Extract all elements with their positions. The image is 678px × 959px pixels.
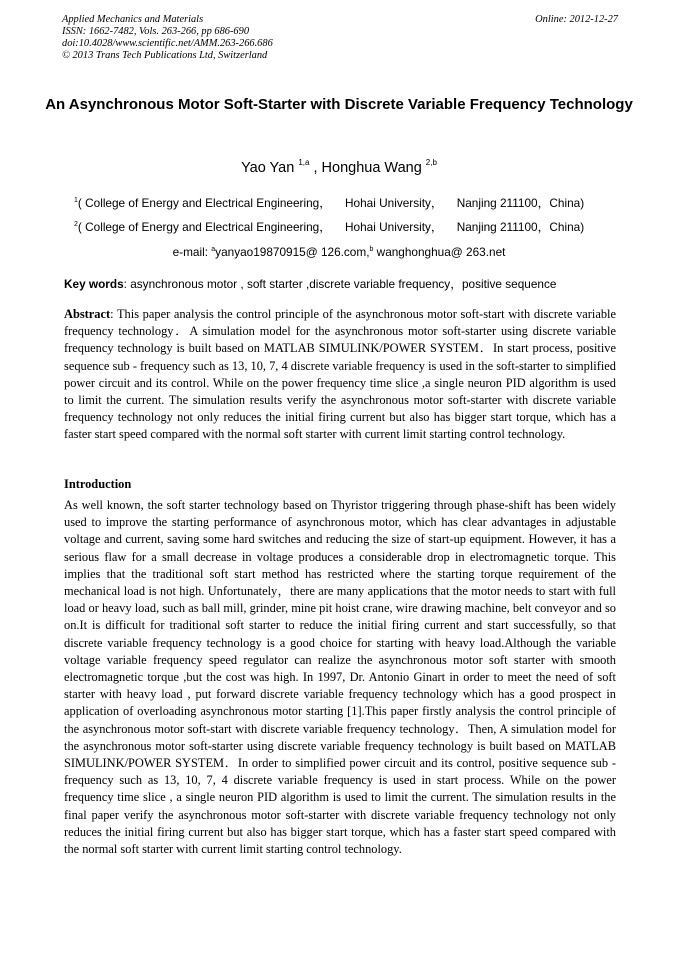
affiliation-department: ( College of Energy and Electrical Engineering， (77, 196, 332, 210)
author-separator: , (309, 160, 322, 176)
abstract-label: Abstract (64, 307, 111, 321)
affiliation-department: ( College of Energy and Electrical Engineering， (77, 220, 332, 234)
journal-copyright: © 2013 Trans Tech Publications Ltd, Switzerland (62, 50, 268, 61)
affiliation-line (74, 219, 584, 235)
paper-title: An Asynchronous Motor Soft-Starter with Discrete Variable Frequency Technology (45, 96, 633, 113)
abstract-text: : This paper analysis the control principle of the asynchronous motor soft-start with discrete variable frequency technology．A simulation model for the asynchronous motor soft-starter using discrete variable frequency technology is built based on MATLAB SIMULINK/POWER SYSTEM．In start process, positive sequence sub - frequency such as 13, 10, 7, 4 discrete variable frequency is used in the soft-starter to simplified power circuit and its control. While on the power frequency time slice ,a single neuron PID algorithm is used to limit the current. The simulation results verify the asynchronous motor soft-starter with discrete variable frequency technology not only reduces the initial firing current but also has bigger start torque, which has a faster start speed compared with the normal soft starter with current limit starting control technology. (64, 307, 616, 442)
author-name: Yao Yan (241, 160, 295, 176)
email-address: yanyao19870915@ 126.com, (215, 245, 370, 259)
affiliation-marker: 2 (74, 221, 78, 228)
introduction-paragraph: As well known, the soft starter technology based on Thyristor triggering through phase-shift has been widely used to improve the starting performance of asynchronous motor, which has clear advantages in adjustable voltage and current, saving some hard switches and reducing the size of start-up equipment. However, it has a serious flaw for a small decrease in voltage produces a considerable drop in electromagnetic torque. This implies that the traditional soft start method has restricted where the starting torque requirement of the mechanical load is not high. Unfortunately，there are many applications that the motor needs to start with full load or heavy load, such as ball mill, grinder, mine pit hoist crane, wire drawing machine, belt conveyor and so on.It is difficult for traditional soft starter to reduce the initial firing current and start successfully, so that discrete variable frequency technology is a good choice for starting with heavy load.Although the variable voltage variable frequency speed regulator can realize the asynchronous motor soft starter with smooth electromagnetic torque ,but the cost was high. In 1997, Dr. Antonio Ginart in order to meet the need of soft starter with heavy load , put forward discrete variable frequency technology which has a good prospect in application of overloading asynchronous motor starting [1].This paper firstly analysis the control principle of the asynchronous motor soft-start with discrete variable frequency technology．Then, A simulation model for the asynchronous motor soft-starter using discrete variable frequency technology is built based on MATLAB SIMULINK/POWER SYSTEM．In order to simplified power circuit and its control, positive sequence sub - frequency such as 13, 10, 7, 4 discrete variable frequency is used in start process. While on the power frequency time slice , a single neuron PID algorithm is used to limit the current. The simulation results in the final paper verify the asynchronous motor soft-starter with discrete variable frequency technology not only reduces the initial firing current but also has bigger start torque, which has a faster start speed compared with the normal soft starter with current limit starting control technology. (64, 498, 616, 857)
email-prefix: e-mail: (172, 245, 212, 259)
email-address: wanghonghua@ 263.net (373, 245, 506, 259)
online-date: Online: 2012-12-27 (535, 14, 618, 25)
keywords (64, 276, 616, 292)
affiliation-university: Hohai University， (345, 196, 443, 210)
author-name: Honghua Wang (321, 160, 422, 176)
author-line (0, 158, 678, 178)
author-affiliation-marker: 1,a (298, 158, 310, 167)
journal-header (62, 14, 618, 62)
email-marker: a (211, 246, 216, 253)
keywords-label: Key words (64, 277, 124, 291)
abstract (64, 306, 616, 444)
journal-name: Applied Mechanics and Materials (62, 14, 204, 25)
affiliation-city: Nanjing 211100，China) (456, 220, 585, 234)
affiliation-university: Hohai University， (345, 220, 443, 234)
affiliation-marker: 1 (74, 197, 78, 204)
section-heading: Introduction (64, 477, 132, 491)
email-marker: b (369, 246, 374, 253)
email-line (0, 244, 678, 260)
journal-issn: ISSN: 1662-7482, Vols. 263-266, pp 686-690 (62, 26, 250, 37)
affiliation-line (74, 195, 584, 211)
author-affiliation-marker: 2,b (425, 158, 437, 167)
affiliation-city: Nanjing 211100，China) (456, 196, 585, 210)
journal-doi: doi:10.4028/www.scientific.net/AMM.263-266.686 (62, 38, 273, 49)
keywords-text: : asynchronous motor , soft starter ,discrete variable frequency，positive sequence (123, 277, 557, 291)
